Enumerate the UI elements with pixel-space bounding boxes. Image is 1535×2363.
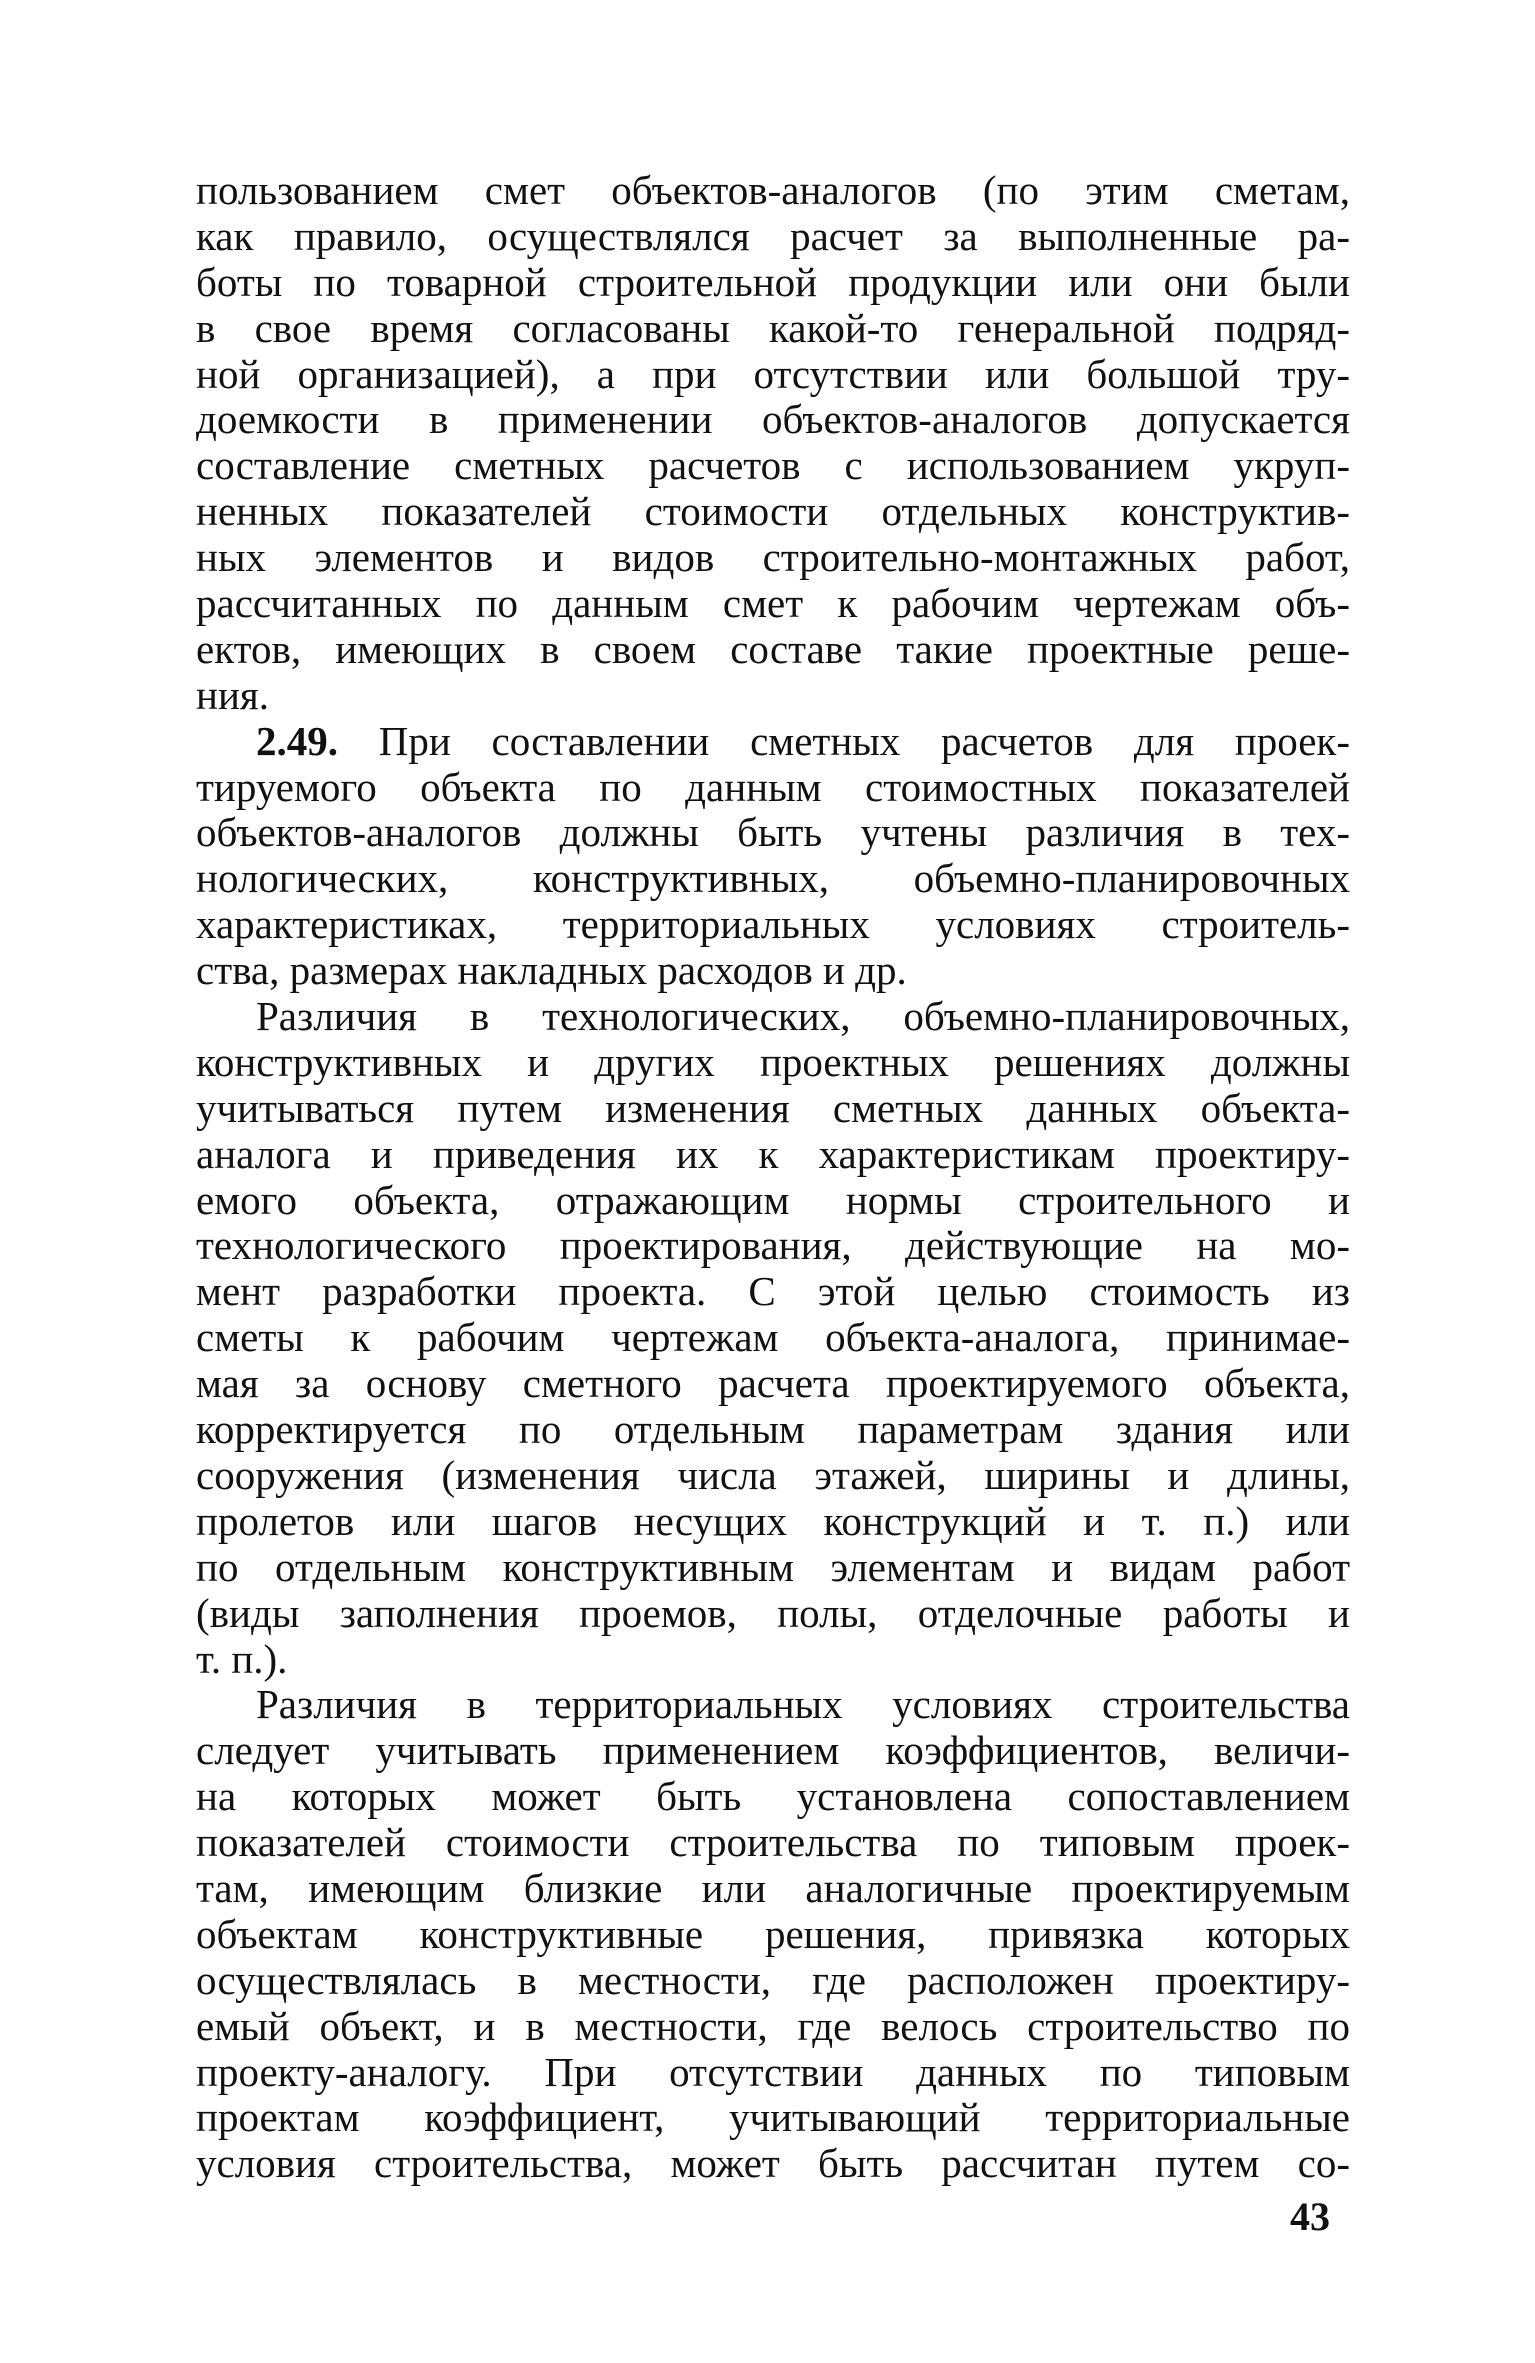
text-line: емый объект, и в местности, где велось строительство по <box>196 2002 1350 2049</box>
text-line: конструктивных и других проектных решениях должны <box>196 1038 1350 1085</box>
text-line: проектам коэффициент, учитывающий территориальные <box>196 2094 1350 2141</box>
text-line: характеристиках, территориальных условиях строитель- <box>196 901 1350 948</box>
text-line: нологических, конструктивных, объемно-планировочных <box>196 855 1350 902</box>
text-line: там, имеющим близкие или аналогичные проектируемым <box>196 1864 1350 1911</box>
paragraph-4 <box>196 1682 1350 2187</box>
text-line: тируемого объекта по данным стоимостных показателей <box>196 763 1350 810</box>
text-line: ной организацией), а при отсутствии или большой тру- <box>196 350 1350 397</box>
text-line: на которых может быть установлена сопоставлением <box>196 1773 1350 1820</box>
text-line: технологического проектирования, действующие на мо- <box>196 1222 1350 1269</box>
text-line: объектов-аналогов должны быть учтены различия в тех- <box>196 809 1350 856</box>
text-line: ненных показателей стоимости отдельных конструктив- <box>196 488 1350 535</box>
text-line: ектов, имеющих в своем составе такие проектные реше- <box>196 625 1350 672</box>
clause-text: При составлении сметных расчетов для проек- <box>378 717 1351 764</box>
page-number: 43 <box>1290 2194 1330 2239</box>
text-line: следует учитывать применением коэффициентов, величи- <box>196 1727 1350 1774</box>
text-line: пользованием смет объектов-аналогов (по этим сметам, <box>196 167 1350 213</box>
text-line: в свое время согласованы какой-то генеральной подряд- <box>196 304 1350 351</box>
text-line: мент разработки проекта. С этой целью стоимость из <box>196 1268 1350 1315</box>
paragraph-1 <box>196 168 1350 719</box>
text-line: по отдельным конструктивным элементам и видам работ <box>196 1543 1350 1590</box>
text-line: проекту-аналогу. При отсутствии данных по типовым <box>196 2048 1350 2095</box>
text-line: мая за основу сметного расчета проектируемого объекта, <box>196 1360 1350 1407</box>
text-line: объектам конструктивные решения, привязка которых <box>196 1910 1350 1957</box>
text-line: ных элементов и видов строительно-монтажных работ, <box>196 534 1350 581</box>
text-line: корректируется по отдельным параметрам здания или <box>196 1406 1350 1453</box>
text-line: учитываться путем изменения сметных данных объекта- <box>196 1084 1350 1131</box>
text-line: составление сметных расчетов с использованием укруп- <box>196 442 1350 489</box>
text-line: аналога и приведения их к характеристикам проектиру- <box>196 1130 1350 1177</box>
text-line: Различия в территориальных условиях строительства <box>256 1681 1350 1728</box>
text-line: условия строительства, может быть рассчитан путем со- <box>196 2140 1350 2187</box>
text-line: емого объекта, отражающим нормы строительного и <box>196 1176 1350 1223</box>
text-line: сметы к рабочим чертежам объекта-аналога, принимае- <box>196 1314 1350 1361</box>
text-line <box>196 719 1350 765</box>
text-line: Различия в технологических, объемно-планировочных, <box>256 993 1350 1040</box>
paragraph-3 <box>196 994 1350 1682</box>
paragraph-2 <box>196 719 1350 994</box>
text-line: ния. <box>196 671 269 718</box>
text-line: доемкости в применении объектов-аналогов допускается <box>196 396 1350 443</box>
text-line: как правило, осуществлялся расчет за выполненные ра- <box>196 212 1350 259</box>
text-line: сооружения (изменения числа этажей, ширины и длины, <box>196 1451 1350 1498</box>
text-line: показателей стоимости строительства по типовым проек- <box>196 1819 1350 1866</box>
text-line: (виды заполнения проемов, полы, отделочные работы и <box>196 1589 1350 1636</box>
text-line: осуществлялась в местности, где расположен проектиру- <box>196 1956 1350 2003</box>
text-line: пролетов или шагов несущих конструкций и т. п.) или <box>196 1497 1350 1544</box>
text-line: т. п.). <box>196 1635 288 1682</box>
text-line: ства, размерах накладных расходов и др. <box>196 947 907 994</box>
page-text <box>196 168 1350 2187</box>
text-line: рассчитанных по данным смет к рабочим чертежам объ- <box>196 580 1350 627</box>
clause-number: 2.49. <box>256 717 338 764</box>
text-line: боты по товарной строительной продукции или они были <box>196 258 1350 305</box>
